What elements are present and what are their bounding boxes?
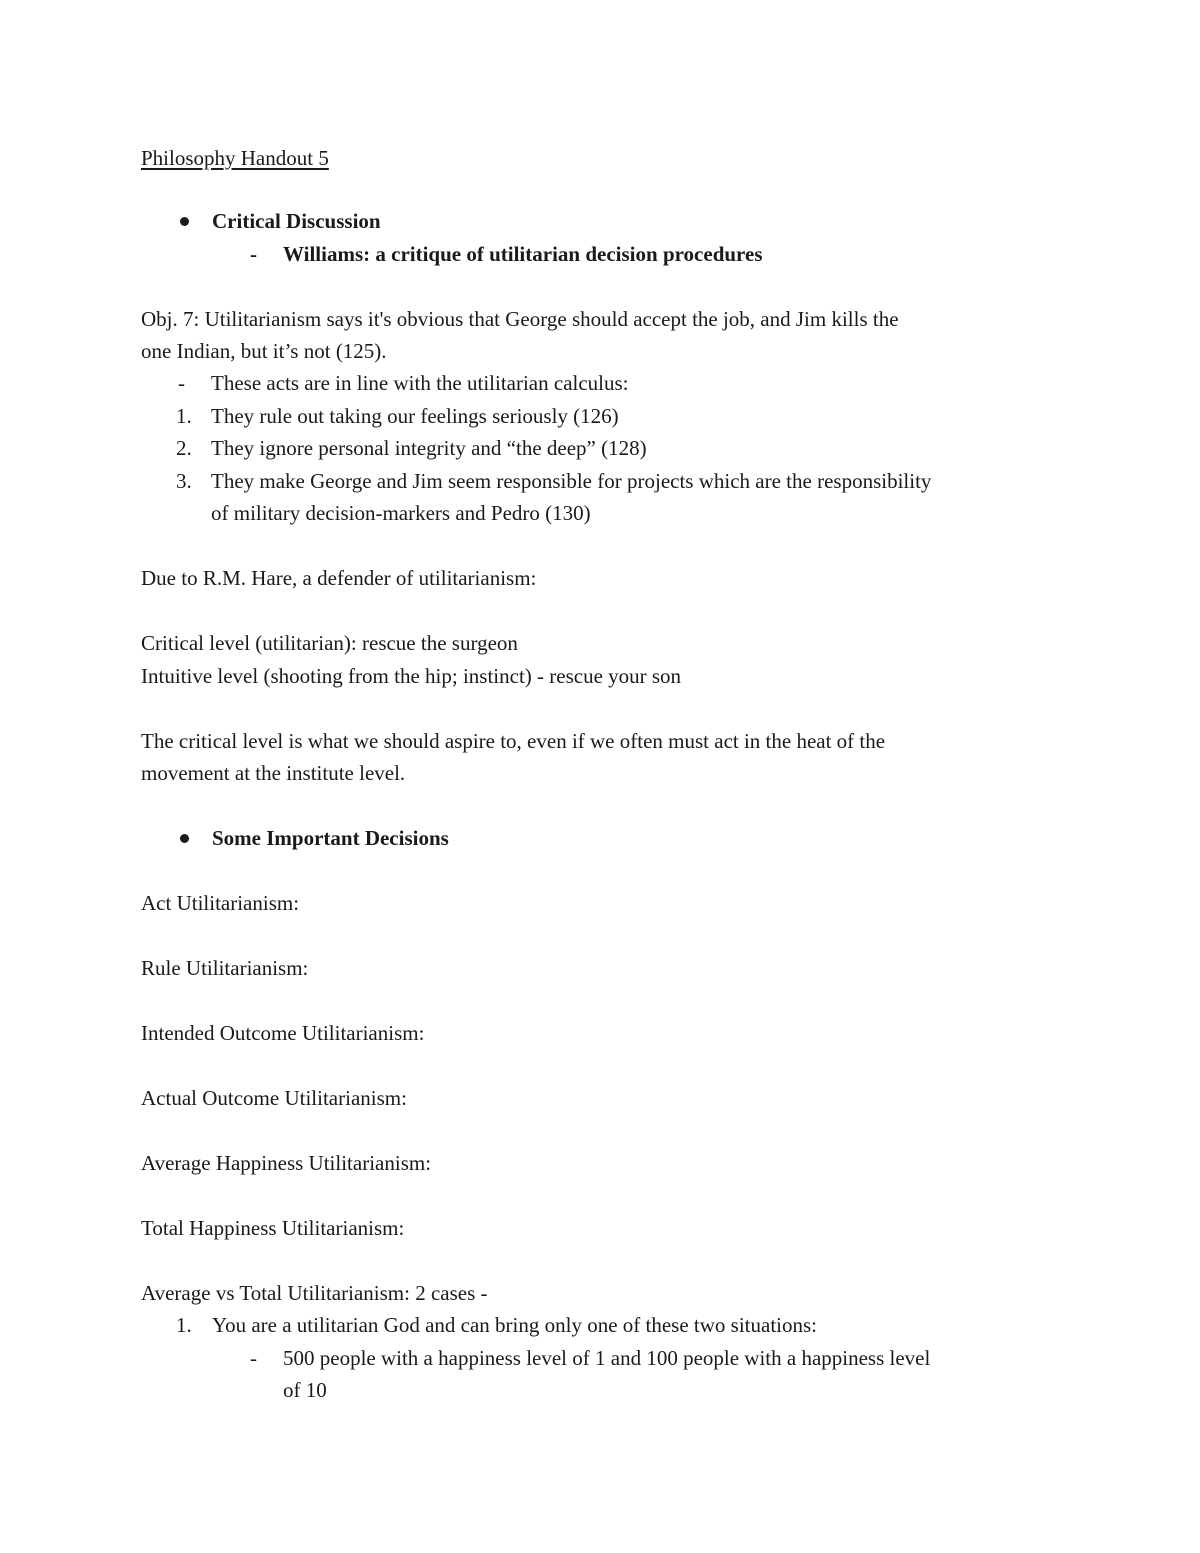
list-item-2: They ignore personal integrity and “the deep” (128)	[211, 436, 647, 460]
term-act-utilitarianism: Act Utilitarianism:	[141, 891, 300, 915]
dash-marker: -	[250, 242, 257, 266]
case-1-sub-line-2: of 10	[283, 1378, 327, 1402]
intuitive-level-line: Intuitive level (shooting from the hip; instinct) - rescue your son	[141, 664, 682, 688]
list-item-1: They rule out taking our feelings seriously (126)	[211, 404, 619, 428]
obj7-line-2: one Indian, but it’s not (125).	[141, 339, 387, 363]
dash-marker: -	[250, 1346, 257, 1370]
list-marker-1: 1.	[176, 1313, 192, 1337]
term-average-happiness: Average Happiness Utilitarianism:	[141, 1151, 432, 1175]
obj7-line-1: Obj. 7: Utilitarianism says it's obvious that George should accept the job, and Jim kills the	[141, 307, 899, 331]
avg-vs-total-heading: Average vs Total Utilitarianism: 2 cases -	[141, 1281, 488, 1305]
list-item-3-line-1: They make George and Jim seem responsible for projects which are the responsibility	[211, 469, 932, 493]
term-rule-utilitarianism: Rule Utilitarianism:	[141, 956, 309, 980]
critical-level-line: Critical level (utilitarian): rescue the surgeon	[141, 631, 518, 655]
hare-paragraph-line-2: movement at the institute level.	[141, 761, 406, 785]
bullet-icon	[180, 217, 189, 226]
list-item-3-line-2: of military decision-markers and Pedro (130)	[211, 501, 591, 525]
page-title: Philosophy Handout 5	[141, 146, 329, 170]
term-total-happiness: Total Happiness Utilitarianism:	[141, 1216, 405, 1240]
list-marker-2: 2.	[176, 436, 192, 460]
section-heading-critical-discussion: Critical Discussion	[212, 209, 381, 233]
section-heading-important-decisions: Some Important Decisions	[212, 826, 449, 850]
term-intended-outcome: Intended Outcome Utilitarianism:	[141, 1021, 425, 1045]
list-marker-3: 3.	[176, 469, 192, 493]
subheading-williams: Williams: a critique of utilitarian decision procedures	[283, 242, 763, 266]
bullet-icon	[180, 834, 189, 843]
hare-paragraph-line-1: The critical level is what we should aspire to, even if we often must act in the heat of the	[141, 729, 886, 753]
case-1-item: You are a utilitarian God and can bring only one of these two situations:	[212, 1313, 818, 1337]
case-1-sub-line-1: 500 people with a happiness level of 1 and 100 people with a happiness level	[283, 1346, 931, 1370]
hare-intro: Due to R.M. Hare, a defender of utilitarianism:	[141, 566, 537, 590]
list-marker-1: 1.	[176, 404, 192, 428]
term-actual-outcome: Actual Outcome Utilitarianism:	[141, 1086, 407, 1110]
dash-marker: -	[178, 371, 185, 395]
obj7-dash-item: These acts are in line with the utilitarian calculus:	[211, 371, 629, 395]
